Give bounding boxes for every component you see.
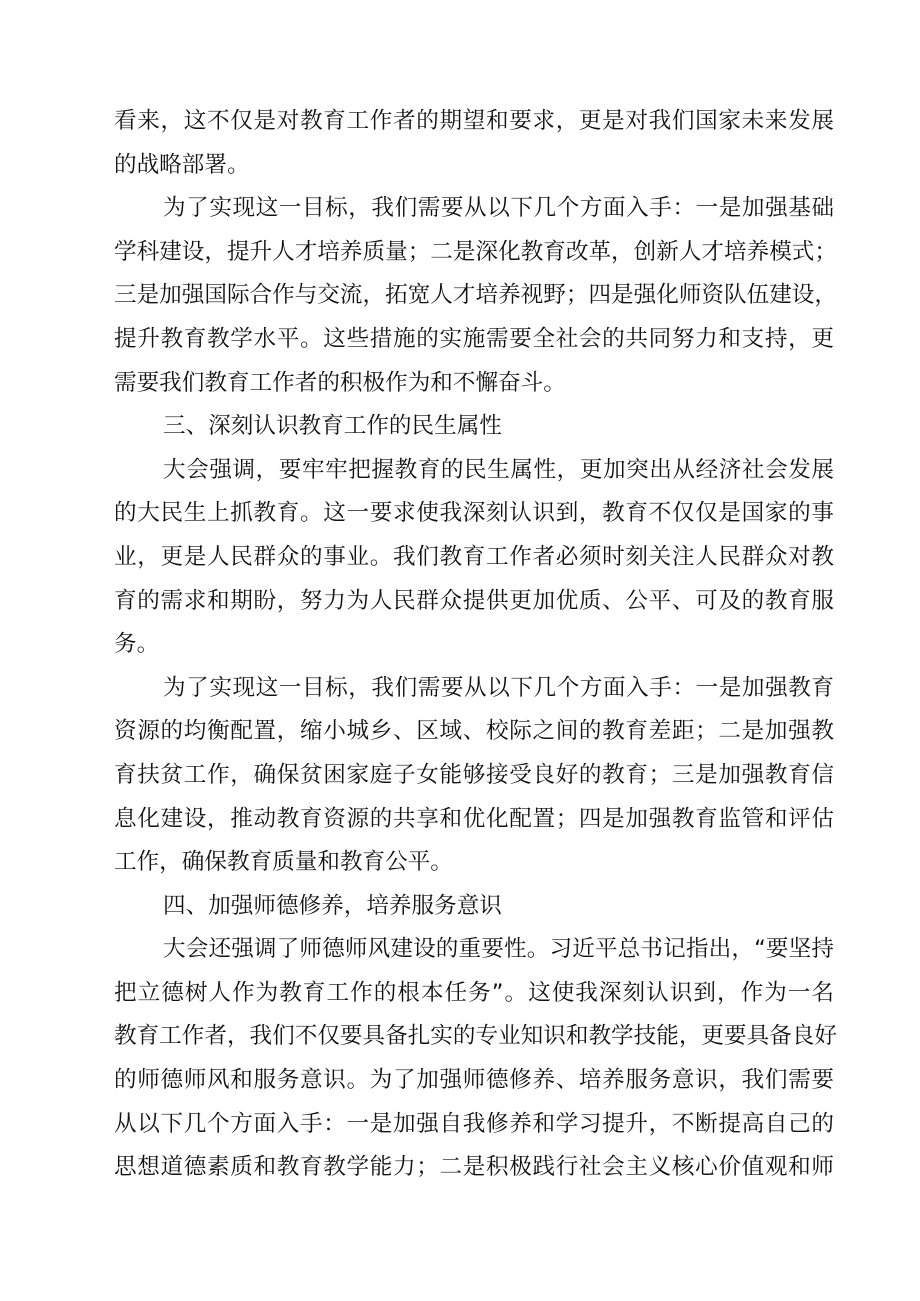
text-line: 看来，这不仅是对教育工作者的期望和要求，更是对我们国家未来发展 [114, 108, 834, 134]
text-line: 从以下几个方面入手：一是加强自我修养和学习提升，不断提高自己的 [114, 1110, 834, 1137]
text-line: 的师德师风和服务意识。为了加强师德修养、培养服务意识，我们需要 [114, 1067, 834, 1094]
text-line: 资源的均衡配置，缩小城乡、区域、校际之间的教育差距；二是加强教 [114, 718, 834, 745]
text-line: 学科建设，提升人才培养质量；二是深化教育改革，创新人才培养模式； [114, 238, 837, 265]
text-line: 教育工作者，我们不仅要具备扎实的专业知识和教学技能，更要具备良好 [114, 1023, 837, 1050]
text-line: 大会强调，要牢牢把握教育的民生属性，更加突出从经济社会发展 [163, 456, 834, 483]
text-line: 为了实现这一目标，我们需要从以下几个方面入手：一是加强基础 [163, 195, 834, 222]
text-line: 务。 [114, 631, 160, 658]
text-line: 业，更是人民群众的事业。我们教育工作者必须时刻关注人民群众对教 [114, 543, 834, 570]
text-line: 的大民生上抓教育。这一要求使我深刻认识到，教育不仅仅是国家的事 [114, 500, 834, 527]
text-line: 息化建设，推动教育资源的共享和优化配置；四是加强教育监管和评估 [114, 805, 834, 832]
text-line: 为了实现这一目标，我们需要从以下几个方面入手：一是加强教育 [163, 674, 834, 701]
text-line: 四、加强师德修养，培养服务意识 [163, 892, 502, 919]
text-line: 育的需求和期盼，努力为人民群众提供更加优质、公平、可及的教育服 [114, 587, 834, 614]
text-line: 育扶贫工作，确保贫困家庭子女能够接受良好的教育；三是加强教育信 [114, 761, 834, 788]
text-line: 的战略部署。 [114, 151, 250, 178]
document-page [114, 100, 837, 1190]
text-line: 需要我们教育工作者的积极作为和不懈奋斗。 [114, 369, 566, 396]
text-line: 三、深刻认识教育工作的民生属性 [163, 413, 502, 440]
text-line: 把立德树人作为教育工作的根本任务”。这使我深刻认识到，作为一名 [114, 979, 834, 1006]
text-line: 思想道德素质和教育教学能力；二是积极践行社会主义核心价值观和师 [114, 1154, 834, 1181]
text-line: 三是加强国际合作与交流，拓宽人才培养视野；四是强化师资队伍建设， [114, 282, 837, 309]
text-line: 提升教育教学水平。这些措施的实施需要全社会的共同努力和支持，更 [114, 325, 834, 352]
text-line: 工作，确保教育质量和教育公平。 [114, 849, 453, 876]
text-line: 大会还强调了师德师风建设的重要性。习近平总书记指出，“要坚持 [163, 936, 834, 963]
